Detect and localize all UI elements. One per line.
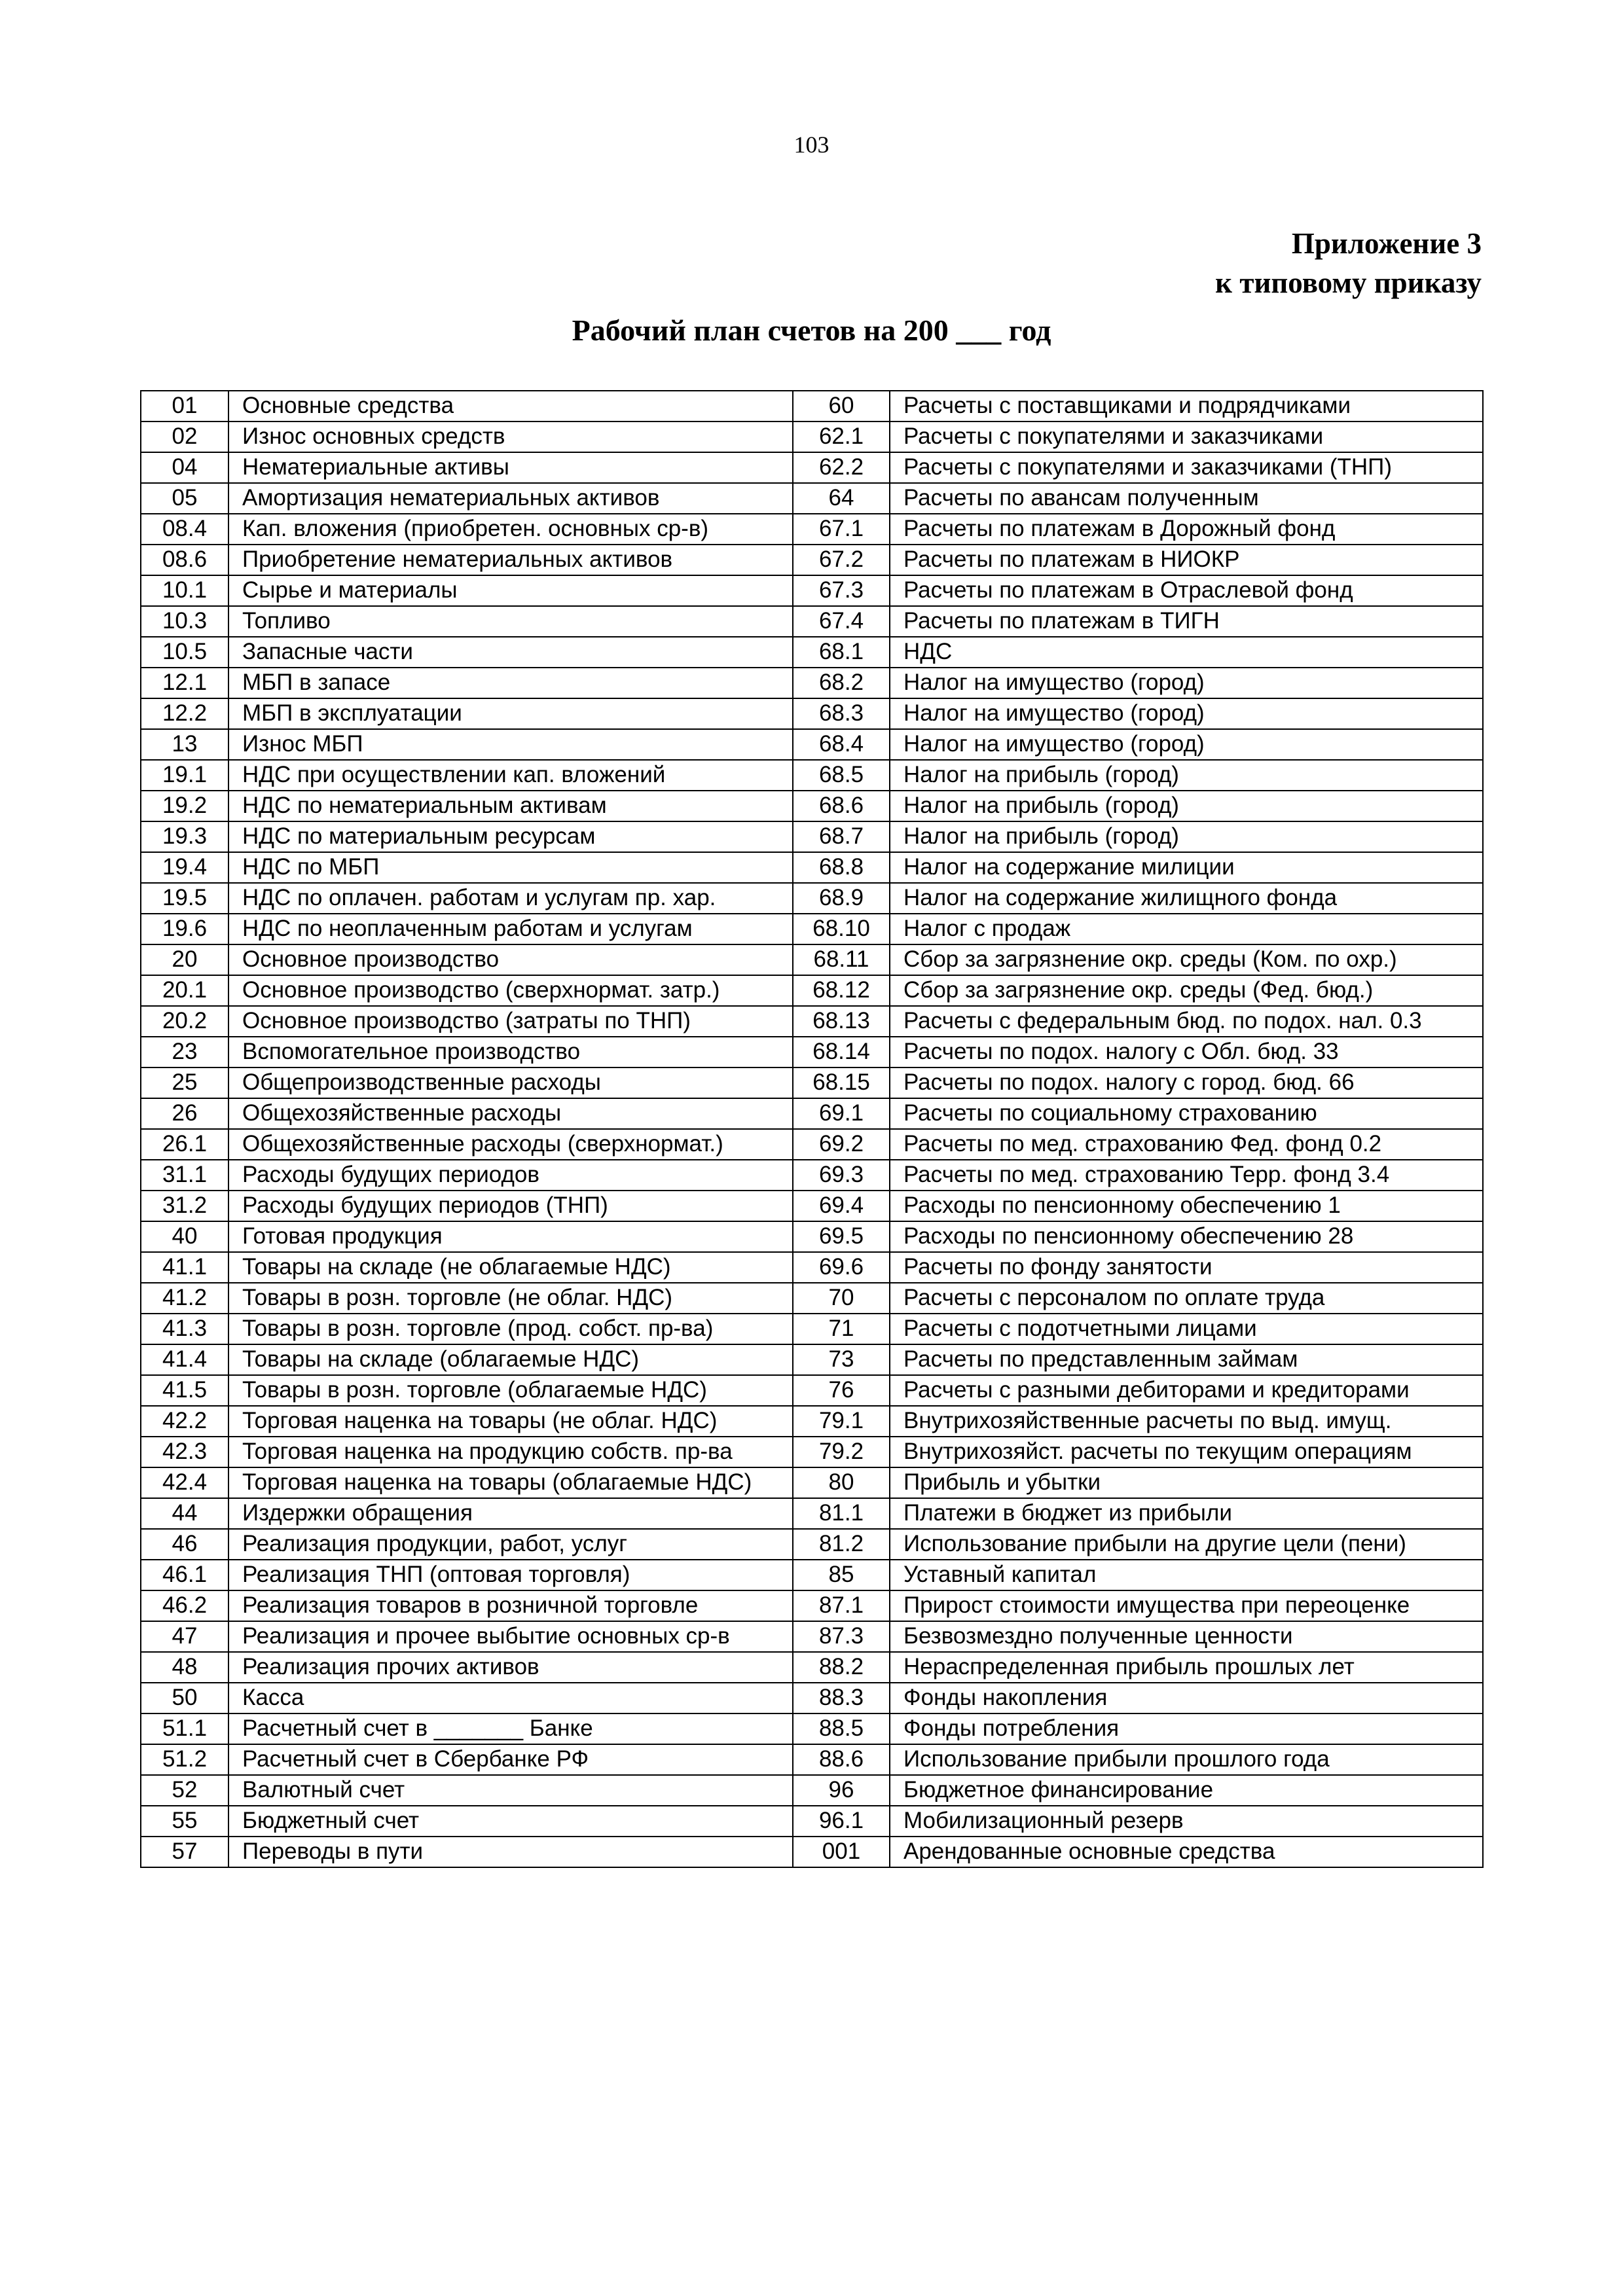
account-name-right: Расчеты с покупателями и заказчиками (ТНП) (890, 452, 1483, 483)
account-name-left: Валютный счет (228, 1775, 793, 1806)
account-code-right: 68.2 (793, 668, 890, 698)
account-name-right: Налог на имущество (город) (890, 698, 1483, 729)
account-code-right: 67.3 (793, 575, 890, 606)
account-name-right: Налог на прибыль (город) (890, 791, 1483, 821)
account-code-left: 41.5 (141, 1375, 228, 1406)
account-code-right: 96 (793, 1775, 890, 1806)
account-code-right: 68.6 (793, 791, 890, 821)
account-code-right: 96.1 (793, 1806, 890, 1837)
account-name-right: Налог на имущество (город) (890, 729, 1483, 760)
table-row (141, 452, 1483, 483)
table-row (141, 1837, 1483, 1867)
account-code-left: 08.6 (141, 545, 228, 575)
account-name-left: МБП в эксплуатации (228, 698, 793, 729)
account-name-left: Основное производство (228, 944, 793, 975)
appendix-line-1: Приложение 3 (1291, 227, 1482, 260)
account-name-left: Реализация товаров в розничной торговле (228, 1590, 793, 1621)
account-code-right: 80 (793, 1467, 890, 1498)
account-name-left: Запасные части (228, 637, 793, 668)
account-name-left: Готовая продукция (228, 1221, 793, 1252)
account-name-left: Основное производство (сверхнормат. затр.) (228, 975, 793, 1006)
account-name-right: Расчеты по мед. страхованию Терр. фонд 3.4 (890, 1160, 1483, 1191)
account-code-right: 68.7 (793, 821, 890, 852)
account-name-left: Реализация продукции, работ, услуг (228, 1529, 793, 1560)
account-code-left: 20 (141, 944, 228, 975)
account-name-left: НДС по МБП (228, 852, 793, 883)
account-code-right: 60 (793, 391, 890, 422)
account-code-right: 79.2 (793, 1437, 890, 1467)
table-row (141, 1744, 1483, 1775)
table-row (141, 914, 1483, 944)
account-code-right: 88.2 (793, 1652, 890, 1683)
account-code-right: 68.12 (793, 975, 890, 1006)
table-row (141, 1713, 1483, 1744)
table-row (141, 391, 1483, 422)
account-name-right: Расходы по пенсионному обеспечению 28 (890, 1221, 1483, 1252)
account-name-left: Вспомогательное производство (228, 1037, 793, 1067)
account-name-left: Реализация ТНП (оптовая торговля) (228, 1560, 793, 1590)
table-row (141, 1067, 1483, 1098)
account-code-right: 81.2 (793, 1529, 890, 1560)
account-name-right: Расчеты с поставщиками и подрядчиками (890, 391, 1483, 422)
table-row (141, 1775, 1483, 1806)
account-name-right: Налог на содержание жилищного фонда (890, 883, 1483, 914)
account-name-left: Кап. вложения (приобретен. основных ср-в) (228, 514, 793, 545)
account-code-left: 31.2 (141, 1191, 228, 1221)
account-name-right: Прирост стоимости имущества при переоценке (890, 1590, 1483, 1621)
account-code-right: 88.3 (793, 1683, 890, 1713)
account-code-left: 19.1 (141, 760, 228, 791)
account-name-left: Расчетный счет в Сбербанке РФ (228, 1744, 793, 1775)
account-name-right: Расчеты по представленным займам (890, 1344, 1483, 1375)
account-name-right: Расчеты по платежам в ТИГН (890, 606, 1483, 637)
account-code-left: 42.3 (141, 1437, 228, 1467)
account-code-right: 87.1 (793, 1590, 890, 1621)
account-code-left: 57 (141, 1837, 228, 1867)
document-title: Рабочий план счетов на 200 ___ год (572, 314, 1051, 347)
account-code-right: 88.5 (793, 1713, 890, 1744)
accounts-table-body (141, 391, 1483, 1867)
account-name-right: Налог на прибыль (город) (890, 760, 1483, 791)
account-code-right: 71 (793, 1314, 890, 1344)
account-name-right: Налог на содержание милиции (890, 852, 1483, 883)
account-code-left: 13 (141, 729, 228, 760)
account-code-right: 62.2 (793, 452, 890, 483)
account-code-left: 42.4 (141, 1467, 228, 1498)
account-name-left: Товары на складе (облагаемые НДС) (228, 1344, 793, 1375)
account-code-right: 68.8 (793, 852, 890, 883)
account-code-right: 68.11 (793, 944, 890, 975)
table-row (141, 1191, 1483, 1221)
account-name-left: НДС по неоплаченным работам и услугам (228, 914, 793, 944)
account-code-left: 52 (141, 1775, 228, 1806)
account-name-left: Топливо (228, 606, 793, 637)
account-name-left: НДС по оплачен. работам и услугам пр. хар. (228, 883, 793, 914)
account-code-right: 69.6 (793, 1252, 890, 1283)
account-code-right: 64 (793, 483, 890, 514)
table-row (141, 1621, 1483, 1652)
accounts-table (140, 390, 1484, 1868)
account-code-left: 48 (141, 1652, 228, 1683)
account-name-left: Расходы будущих периодов (ТНП) (228, 1191, 793, 1221)
account-code-left: 04 (141, 452, 228, 483)
account-name-right: Расчеты с покупателями и заказчиками (890, 422, 1483, 452)
table-row (141, 852, 1483, 883)
account-name-left: НДС при осуществлении кап. вложений (228, 760, 793, 791)
account-name-right: НДС (890, 637, 1483, 668)
account-code-left: 19.2 (141, 791, 228, 821)
account-code-right: 67.1 (793, 514, 890, 545)
account-name-left: НДС по материальным ресурсам (228, 821, 793, 852)
table-row (141, 1806, 1483, 1837)
account-name-right: Платежи в бюджет из прибыли (890, 1498, 1483, 1529)
account-code-right: 76 (793, 1375, 890, 1406)
account-name-right: Мобилизационный резерв (890, 1806, 1483, 1837)
account-name-right: Сбор за загрязнение окр. среды (Ком. по охр.) (890, 944, 1483, 975)
account-name-right: Расчеты по платежам в Дорожный фонд (890, 514, 1483, 545)
account-code-left: 19.3 (141, 821, 228, 852)
account-name-right: Безвозмездно полученные ценности (890, 1621, 1483, 1652)
account-name-right: Налог на имущество (город) (890, 668, 1483, 698)
account-code-left: 51.2 (141, 1744, 228, 1775)
account-name-right: Внутрихозяйст. расчеты по текущим операциям (890, 1437, 1483, 1467)
account-code-left: 50 (141, 1683, 228, 1713)
account-code-right: 79.1 (793, 1406, 890, 1437)
account-code-right: 81.1 (793, 1498, 890, 1529)
account-name-right: Фонды потребления (890, 1713, 1483, 1744)
table-row (141, 1006, 1483, 1037)
table-row (141, 1467, 1483, 1498)
account-name-right: Бюджетное финансирование (890, 1775, 1483, 1806)
account-code-right: 68.1 (793, 637, 890, 668)
account-name-right: Расчеты по платежам в НИОКР (890, 545, 1483, 575)
table-row (141, 1252, 1483, 1283)
table-row (141, 1437, 1483, 1467)
account-code-left: 19.4 (141, 852, 228, 883)
account-name-left: Общепроизводственные расходы (228, 1067, 793, 1098)
account-code-left: 19.6 (141, 914, 228, 944)
account-code-left: 01 (141, 391, 228, 422)
table-row (141, 1344, 1483, 1375)
account-code-right: 62.1 (793, 422, 890, 452)
table-row (141, 637, 1483, 668)
account-code-right: 85 (793, 1560, 890, 1590)
account-code-right: 70 (793, 1283, 890, 1314)
account-name-left: Основное производство (затраты по ТНП) (228, 1006, 793, 1037)
account-code-left: 26 (141, 1098, 228, 1129)
account-code-left: 46.2 (141, 1590, 228, 1621)
account-name-right: Расчеты по подох. налогу с город. бюд. 66 (890, 1067, 1483, 1098)
table-row (141, 668, 1483, 698)
account-code-right: 68.3 (793, 698, 890, 729)
table-row (141, 883, 1483, 914)
account-code-right: 68.13 (793, 1006, 890, 1037)
account-code-left: 44 (141, 1498, 228, 1529)
account-name-left: Издержки обращения (228, 1498, 793, 1529)
account-name-right: Использование прибыли на другие цели (пени) (890, 1529, 1483, 1560)
account-name-left: Реализация и прочее выбытие основных ср-в (228, 1621, 793, 1652)
account-name-left: Сырье и материалы (228, 575, 793, 606)
account-name-right: Использование прибыли прошлого года (890, 1744, 1483, 1775)
account-code-left: 41.4 (141, 1344, 228, 1375)
table-row (141, 514, 1483, 545)
account-code-left: 10.1 (141, 575, 228, 606)
account-code-right: 68.15 (793, 1067, 890, 1098)
account-name-right: Фонды накопления (890, 1683, 1483, 1713)
account-name-right: Налог на прибыль (город) (890, 821, 1483, 852)
table-row (141, 1375, 1483, 1406)
account-code-right: 88.6 (793, 1744, 890, 1775)
account-name-left: Приобретение нематериальных активов (228, 545, 793, 575)
account-name-left: Расходы будущих периодов (228, 1160, 793, 1191)
table-row (141, 1652, 1483, 1683)
appendix-line-2: к типовому приказу (1215, 266, 1482, 299)
account-name-left: Товары в розн. торговле (не облаг. НДС) (228, 1283, 793, 1314)
account-name-right: Внутрихозяйственные расчеты по выд. имущ. (890, 1406, 1483, 1437)
table-row (141, 545, 1483, 575)
account-name-right: Расчеты по авансам полученным (890, 483, 1483, 514)
account-name-left: Торговая наценка на продукцию собств. пр-ва (228, 1437, 793, 1467)
account-code-left: 41.3 (141, 1314, 228, 1344)
appendix-heading (1215, 224, 1482, 302)
account-code-left: 12.2 (141, 698, 228, 729)
account-code-left: 02 (141, 422, 228, 452)
account-code-left: 47 (141, 1621, 228, 1652)
table-row (141, 1221, 1483, 1252)
table-row (141, 1098, 1483, 1129)
account-name-right: Расчеты с персоналом по оплате труда (890, 1283, 1483, 1314)
account-name-left: Амортизация нематериальных активов (228, 483, 793, 514)
account-code-right: 68.10 (793, 914, 890, 944)
account-code-left: 10.5 (141, 637, 228, 668)
table-row (141, 1406, 1483, 1437)
account-code-left: 31.1 (141, 1160, 228, 1191)
account-code-right: 73 (793, 1344, 890, 1375)
table-row (141, 1590, 1483, 1621)
account-name-right: Арендованные основные средства (890, 1837, 1483, 1867)
table-row (141, 1560, 1483, 1590)
account-code-left: 42.2 (141, 1406, 228, 1437)
account-code-right: 68.9 (793, 883, 890, 914)
account-code-left: 08.4 (141, 514, 228, 545)
account-code-left: 20.2 (141, 1006, 228, 1037)
account-name-right: Расчеты по фонду занятости (890, 1252, 1483, 1283)
account-name-left: Бюджетный счет (228, 1806, 793, 1837)
account-name-right: Расчеты с разными дебиторами и кредиторами (890, 1375, 1483, 1406)
account-name-left: Торговая наценка на товары (облагаемые НДС) (228, 1467, 793, 1498)
account-name-right: Расходы по пенсионному обеспечению 1 (890, 1191, 1483, 1221)
account-code-right: 68.14 (793, 1037, 890, 1067)
table-row (141, 698, 1483, 729)
account-name-left: Переводы в пути (228, 1837, 793, 1867)
table-row (141, 1037, 1483, 1067)
account-name-right: Сбор за загрязнение окр. среды (Фед. бюд.) (890, 975, 1483, 1006)
account-name-left: Товары на складе (не облагаемые НДС) (228, 1252, 793, 1283)
table-row (141, 422, 1483, 452)
account-code-left: 10.3 (141, 606, 228, 637)
account-name-left: Товары в розн. торговле (облагаемые НДС) (228, 1375, 793, 1406)
account-code-left: 41.1 (141, 1252, 228, 1283)
account-name-right: Расчеты по подох. налогу с Обл. бюд. 33 (890, 1037, 1483, 1067)
account-name-left: Торговая наценка на товары (не облаг. НДС) (228, 1406, 793, 1437)
account-code-right: 68.5 (793, 760, 890, 791)
account-code-left: 26.1 (141, 1129, 228, 1160)
page-number: 103 (793, 132, 830, 158)
account-name-left: МБП в запасе (228, 668, 793, 698)
account-code-left: 40 (141, 1221, 228, 1252)
account-code-right: 69.5 (793, 1221, 890, 1252)
account-code-left: 41.2 (141, 1283, 228, 1314)
account-code-left: 19.5 (141, 883, 228, 914)
account-code-right: 68.4 (793, 729, 890, 760)
account-name-right: Налог с продаж (890, 914, 1483, 944)
table-row (141, 791, 1483, 821)
account-code-left: 23 (141, 1037, 228, 1067)
account-code-right: 001 (793, 1837, 890, 1867)
table-row (141, 1314, 1483, 1344)
account-code-right: 69.4 (793, 1191, 890, 1221)
account-code-left: 51.1 (141, 1713, 228, 1744)
account-name-left: Касса (228, 1683, 793, 1713)
account-name-left: Реализация прочих активов (228, 1652, 793, 1683)
account-name-left: Основные средства (228, 391, 793, 422)
account-name-right: Расчеты по социальному страхованию (890, 1098, 1483, 1129)
table-row (141, 729, 1483, 760)
account-name-right: Расчеты по мед. страхованию Фед. фонд 0.2 (890, 1129, 1483, 1160)
account-code-left: 25 (141, 1067, 228, 1098)
table-row (141, 1160, 1483, 1191)
account-name-left: НДС по нематериальным активам (228, 791, 793, 821)
table-row (141, 1283, 1483, 1314)
account-name-left: Общехозяйственные расходы (228, 1098, 793, 1129)
account-name-right: Прибыль и убытки (890, 1467, 1483, 1498)
account-code-left: 05 (141, 483, 228, 514)
table-row (141, 606, 1483, 637)
table-row (141, 760, 1483, 791)
table-row (141, 821, 1483, 852)
table-row (141, 483, 1483, 514)
account-name-right: Расчеты с федеральным бюд. по подох. нал. 0.3 (890, 1006, 1483, 1037)
account-code-left: 55 (141, 1806, 228, 1837)
account-name-left: Расчетный счет в _______ Банке (228, 1713, 793, 1744)
account-code-right: 67.2 (793, 545, 890, 575)
table-row (141, 1529, 1483, 1560)
account-code-right: 69.1 (793, 1098, 890, 1129)
account-code-right: 67.4 (793, 606, 890, 637)
account-name-left: Общехозяйственные расходы (сверхнормат.) (228, 1129, 793, 1160)
account-code-right: 69.2 (793, 1129, 890, 1160)
table-row (141, 575, 1483, 606)
account-code-right: 69.3 (793, 1160, 890, 1191)
table-row (141, 975, 1483, 1006)
account-name-right: Уставный капитал (890, 1560, 1483, 1590)
account-name-left: Нематериальные активы (228, 452, 793, 483)
account-name-left: Износ МБП (228, 729, 793, 760)
account-code-left: 12.1 (141, 668, 228, 698)
account-name-left: Износ основных средств (228, 422, 793, 452)
table-row (141, 1498, 1483, 1529)
account-name-right: Нераспределенная прибыль прошлых лет (890, 1652, 1483, 1683)
account-code-left: 20.1 (141, 975, 228, 1006)
account-name-left: Товары в розн. торговле (прод. собст. пр-ва) (228, 1314, 793, 1344)
account-name-right: Расчеты по платежам в Отраслевой фонд (890, 575, 1483, 606)
account-name-right: Расчеты с подотчетными лицами (890, 1314, 1483, 1344)
table-row (141, 944, 1483, 975)
account-code-right: 87.3 (793, 1621, 890, 1652)
account-code-left: 46 (141, 1529, 228, 1560)
table-row (141, 1129, 1483, 1160)
account-code-left: 46.1 (141, 1560, 228, 1590)
table-row (141, 1683, 1483, 1713)
